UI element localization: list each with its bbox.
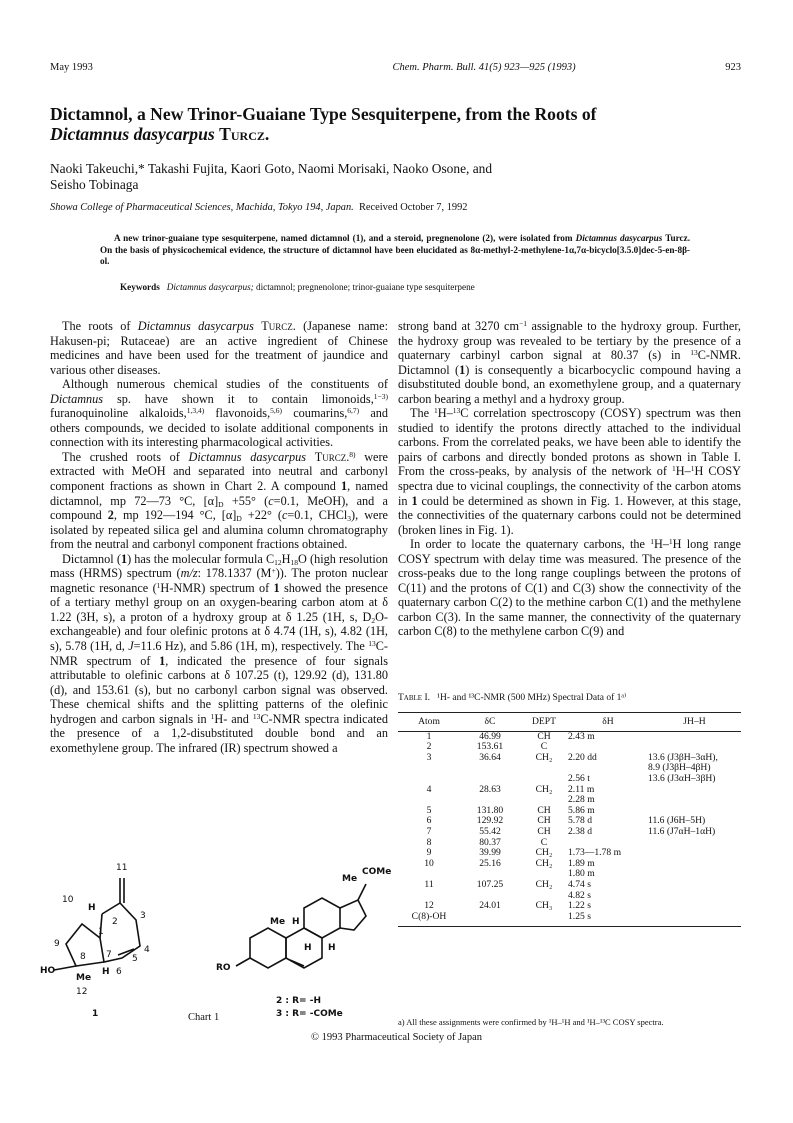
atom-label: Me <box>342 874 358 884</box>
table-cell-dc: 131.80 <box>476 804 504 816</box>
table-cell-dc: 25.16 <box>479 857 501 869</box>
table-cell-dept: CH <box>537 825 551 837</box>
received-date: Received October 7, 1992 <box>358 202 468 213</box>
table-cell-dc: 24.01 <box>479 900 501 912</box>
table-row <box>398 774 741 785</box>
atom-label: 8 <box>80 952 86 962</box>
atom-label: H <box>328 943 336 953</box>
table-cell-j <box>648 848 741 859</box>
table-cell-dc <box>460 763 520 774</box>
atom-label: 1 <box>98 927 104 937</box>
atom-label: HO <box>40 966 56 976</box>
table-row <box>398 880 741 891</box>
keywords <box>120 282 700 292</box>
table-cell-dh: 5.78 d <box>568 815 592 827</box>
title-authority: Turcz. <box>219 124 270 144</box>
table-cell-j <box>648 785 741 796</box>
paragraph: The crushed roots of Dictamnus dasycarpus Turcz.$^{8)}$ were extracted with MeOH and separated into neutral and carbonyl component fractions as shown in Chart 2. A compound 1, named dictamnol, mp 72—73 °C, $[\alpha]_D +55^\circ$ (c=0.1, MeOH), and a compound 2, mp 192—194 °C, $[\alpha]_D +22^\circ$ (c=0.1, CHCl$_3$), were isolated by repeated silica gel and alumina column chromatography from the neutral and carbonyl component fractions obtained. <box>50 449 389 552</box>
table-cell-dept <box>520 763 568 774</box>
table-cell-dh: 2.28 m <box>568 794 595 806</box>
table-cell-j <box>648 838 741 849</box>
keywords-species: Dictamnus dasycarpus; <box>166 282 254 292</box>
table-cell-dh: 1.80 m <box>568 868 595 880</box>
atom-label: H <box>304 943 312 953</box>
table-cell-dc: 107.25 <box>476 878 504 890</box>
chart-1-structures <box>40 858 392 1028</box>
table-cell-j <box>648 859 741 870</box>
title-main: Dictamnol, a New Trinor-Guaiane Type Sesquiterpene, from the Roots of <box>50 104 597 124</box>
paragraph: The $^1$H–$^{13}$C correlation spectroscopy (COSY) spectrum was then studied to identify the protons directly attached to the individual carbons. From the correlated peaks, we have been able to identify the pairs of carbons and directly bonded protons as shown in Table I. From the cross-peaks, by analysis of the network of $^1$H–$^1$H COSY spectra due to vicinal couplings, the connectivity of the carbon atoms in 1 could be determined as shown in Fig. 1. However, at this stage, the connectivities of the quaternary carbons could not be determined (broken lines in Fig. 1). <box>398 406 742 537</box>
authors-line-2: Seisho Tobinaga <box>50 177 139 192</box>
compound-1-label: 1 <box>92 1009 99 1019</box>
running-header <box>50 62 741 73</box>
table-cell-atom: 4 <box>426 783 432 795</box>
table-cell-dc: 80.37 <box>479 836 501 848</box>
atom-label: H <box>292 917 300 927</box>
table-cell-j <box>648 891 741 902</box>
table-cell-atom: 12 <box>424 900 434 912</box>
compound-3-label: 3 : R= -COMe <box>276 1009 343 1019</box>
atom-label: COMe <box>362 867 392 877</box>
table-cell-atom: 7 <box>426 825 432 837</box>
table-cell-j <box>648 880 741 891</box>
dictamnol-structure <box>54 878 140 970</box>
table-cell-j: 13.6 (J3βH–3αH), <box>648 751 718 763</box>
paragraph: Dictamnol (1) has the molecular formula $C_{12}H_{18}O$ (high resolution mass (HRMS) spectrum (m/z: 178.1337 (M+)). The proton nuclear magnetic resonance ($^1$H-NMR) spectrum of 1 showed the presence of a tertiary methyl group on an oxygen-bearing carbon atom at δ 1.22 (3H, s), a proton of a hydroxy group at δ 1.25 (1H, s, $D_2O-exchangeable$) and four olefinic protons at δ 4.74 (1H, s), 4.82 (1H, s), 5.78 (1H, d, J=11.6 Hz), and 5.86 (1H, m), respectively. The $^{13}$C-NMR spectrum of 1, indicated the presence of four signals attributable to olefinic carbons at δ 107.25 (t), 129.92 (d), 131.80 (d), and 153.61 (s), but no carbonyl carbon signal was observed. These chemical shifts and the splitting patterns of the olefinic hydrogen and carbon signals in $^1$H- and $^{13}$C-NMR spectra indicated the presence of a 1,2-disubstituted double bond and an exomethylene group. The infrared (IR) spectrum showed a <box>50 551 388 755</box>
author-list <box>50 161 710 193</box>
table-cell-j <box>648 912 741 927</box>
table-cell-dept: CH₂ <box>535 878 553 890</box>
authors-line-1: Naoki Takeuchi,* Takashi Fujita, Kaori Goto, Naomi Morisaki, Naoko Osone, and <box>50 161 493 176</box>
table-caption-prefix: Table I. <box>398 693 430 703</box>
abstract-part-1: A new trinor-guaiane type sesquiterpene, named dictamnol (1), and a steroid, pregnenolone (2), were isolated from <box>114 233 573 243</box>
atom-label: 3 <box>140 911 146 921</box>
table-cell-j <box>648 795 741 806</box>
paragraph: The roots of Dictamnus dasycarpus Turcz. (Japanese name: Hakusen-pi; Rutaceae) are an active ingredient of Chinese medicines and have been used for the treatment of jaundice and various other diseases. <box>50 319 388 377</box>
table-cell-dept <box>520 774 568 785</box>
table-cell-dept: CH₂ <box>535 857 553 869</box>
journal-citation: Chem. Pharm. Bull. 41(5) 923—925 (1993) <box>392 62 576 73</box>
table-cell-dept: C <box>540 741 548 753</box>
abstract-species: Dictamnus dasycarpus <box>575 233 663 243</box>
table-cell-dept: CH₂ <box>535 783 553 795</box>
institution: Showa College of Pharmaceutical Sciences, Machida, Tokyo 194, Japan. <box>50 202 354 213</box>
table-cell-dh: 4.82 s <box>568 889 591 901</box>
atom-label: H <box>88 903 96 913</box>
abstract-part-2: Turcz. On the basis of physicochemical evidence, the structure of dictamnol have been elucidated as 8α-methyl-2-methylene-1α,7α-bicyclo[3.5.0]dec-5-en-8β-ol. <box>100 233 690 266</box>
table-cell-atom: 8 <box>426 836 432 848</box>
table-cell-dept: CH <box>537 730 551 742</box>
table-cell-j <box>648 901 741 912</box>
atom-label: 7 <box>106 950 112 960</box>
table-cell-dh: 4.74 s <box>568 878 591 890</box>
header-dc: δC <box>460 713 520 732</box>
atom-label: 4 <box>144 945 150 955</box>
table-cell-j: 11.6 (J7αH–1αH) <box>648 825 716 837</box>
table-cell-dc: 153.61 <box>476 741 504 753</box>
header-jhh: JH–H <box>648 713 741 732</box>
table-cell-dc: 46.99 <box>479 730 501 742</box>
atom-label: Me <box>76 973 92 983</box>
paragraph: strong band at 3270 $cm^{-1}$ assignable to the hydroxy group. Further, the hydroxy group was revealed to be tertiary by the presence of a quaternary carbinyl carbon signal at 80.37 (s) in $^{13}$C-NMR. Dictamnol (1) is consequently a bicarbocyclic compound having a disubstituted double bond, an exomethylene group, and a quaternary carbon bearing a methyl and a hydroxy group. <box>398 319 741 406</box>
article-title <box>50 104 690 144</box>
table-cell-dept: CH <box>537 815 551 827</box>
paragraph: In order to locate the quaternary carbons, the $^1$H–$^1$H long range COSY spectrum with delay time was measured. The presence of the cross-peaks due to the long range couplings between the protons of C(11) and the protons of C(1) and C(3) show the connectivity of the quaternary carbon C(2) to the methine carbon C(1) and the methylene carbon C(3). In the same manner, the connectivity of the quaternary carbon C(8) to the methylene carbon C(9) and <box>398 537 741 639</box>
atom-label: H <box>102 967 110 977</box>
table-cell-atom: 2 <box>426 741 432 753</box>
table-cell-atom: 3 <box>426 751 432 763</box>
atom-label: 10 <box>62 895 74 905</box>
table-cell-dc <box>460 912 520 927</box>
table-cell-atom: 10 <box>424 857 434 869</box>
atom-label: 12 <box>76 987 88 997</box>
table-cell-dc: 39.99 <box>479 847 501 859</box>
body-right-column <box>398 319 741 639</box>
atom-label: 9 <box>54 939 60 949</box>
table-cell-dept: C <box>540 836 548 848</box>
dictamnol-atom-labels <box>40 863 150 1019</box>
atom-label: 11 <box>116 863 128 873</box>
table-cell-atom: 9 <box>426 847 432 859</box>
copyright-footer: © 1993 Pharmaceutical Society of Japan <box>311 1032 482 1043</box>
table-cell-atom: C(8)-OH <box>398 912 460 927</box>
table-footnote: a) All these assignments were confirmed by ¹H–¹H and ¹H–¹³C COSY spectra. <box>398 1017 664 1027</box>
table-cell-atom: 6 <box>426 815 432 827</box>
body-left-column <box>50 319 388 755</box>
keywords-list: dictamnol; pregnenolone; trinor-guaiane type sesquiterpene <box>256 282 475 292</box>
nmr-data-table <box>398 712 741 927</box>
table-row <box>398 827 741 838</box>
header-atom: Atom <box>398 713 460 732</box>
table-row <box>398 912 741 927</box>
atom-label: 6 <box>116 967 122 977</box>
table-cell-j <box>648 731 741 742</box>
table-cell-dc: 129.92 <box>476 815 504 827</box>
table-row <box>398 731 741 742</box>
table-cell-dh: 2.38 d <box>568 825 592 837</box>
affiliation <box>50 202 750 213</box>
table-caption-text: ¹H- and ¹³C-NMR (500 MHz) Spectral Data of 1ᵃ⁾ <box>437 693 627 703</box>
table-caption <box>398 692 741 703</box>
table-cell-dc: 55.42 <box>479 825 501 837</box>
table-header-row <box>398 713 741 732</box>
table-cell-dept: CH₃ <box>535 900 553 912</box>
table-cell-dh: 1.22 s <box>568 900 591 912</box>
table-cell-j: 11.6 (J6H–5H) <box>648 815 706 827</box>
pregnenolone-structure <box>236 884 366 968</box>
page-number: 923 <box>725 62 741 73</box>
table-cell-dh: 2.56 t <box>568 772 590 784</box>
table-cell-dept: CH₂ <box>535 847 553 859</box>
table-cell-dh: 2.20 dd <box>568 751 597 763</box>
table-cell-dh: 2.11 m <box>568 783 595 795</box>
paragraph: Although numerous chemical studies of the constituents of Dictamnus sp. have shown it to contain limonoids,$^{1-3)}$ furanoquinoline alkaloids,$^{1,3,4)}$ flavonoids,$^{5,6)}$ coumarins,$^{6,7)}$ and others compounds, we decided to isolate additional components in connection with its interesting pharmacological activities. <box>50 377 389 450</box>
table-cell-j: 8.9 (J3βH–4βH) <box>648 762 711 774</box>
title-species: Dictamnus dasycarpus <box>50 124 215 144</box>
issue-date: May 1993 <box>50 62 93 73</box>
table-cell-atom <box>398 763 460 774</box>
table-cell-j: 13.6 (J3αH–3βH) <box>648 772 716 784</box>
table-cell-dh: 1.25 s <box>568 912 648 927</box>
abstract <box>100 233 690 268</box>
header-dh: δH <box>568 713 648 732</box>
table-cell-dept: CH₂ <box>535 751 553 763</box>
table-cell-j <box>648 869 741 880</box>
table-cell-dh: 2.43 m <box>568 730 595 742</box>
pregnenolone-atom-labels <box>216 867 391 1019</box>
header-dept: DEPT <box>520 713 568 732</box>
table-cell-dept <box>520 912 568 927</box>
table-cell-dc <box>460 774 520 785</box>
table-cell-dh: 1.73—1.78 m <box>568 847 622 859</box>
table-cell-dc: 36.64 <box>479 751 501 763</box>
compound-2-label: 2 : R= -H <box>276 996 321 1006</box>
table-cell-atom: 11 <box>424 878 434 890</box>
chart-1-caption: Chart 1 <box>188 1012 220 1023</box>
atom-label: RO <box>216 963 231 973</box>
keywords-label: Keywords <box>120 282 160 292</box>
atom-label: 5 <box>132 954 138 964</box>
table-cell-dh: 1.89 m <box>568 857 595 869</box>
atom-label: 2 <box>112 917 118 927</box>
table-body <box>398 731 741 927</box>
table-cell-atom: 1 <box>426 730 432 742</box>
table-cell-atom: 5 <box>426 804 432 816</box>
table-cell-atom <box>398 774 460 785</box>
table-cell-dept: CH <box>537 804 551 816</box>
table-cell-dc: 28.63 <box>479 783 501 795</box>
atom-label: Me <box>270 917 286 927</box>
table-cell-dh: 5.86 m <box>568 804 595 816</box>
